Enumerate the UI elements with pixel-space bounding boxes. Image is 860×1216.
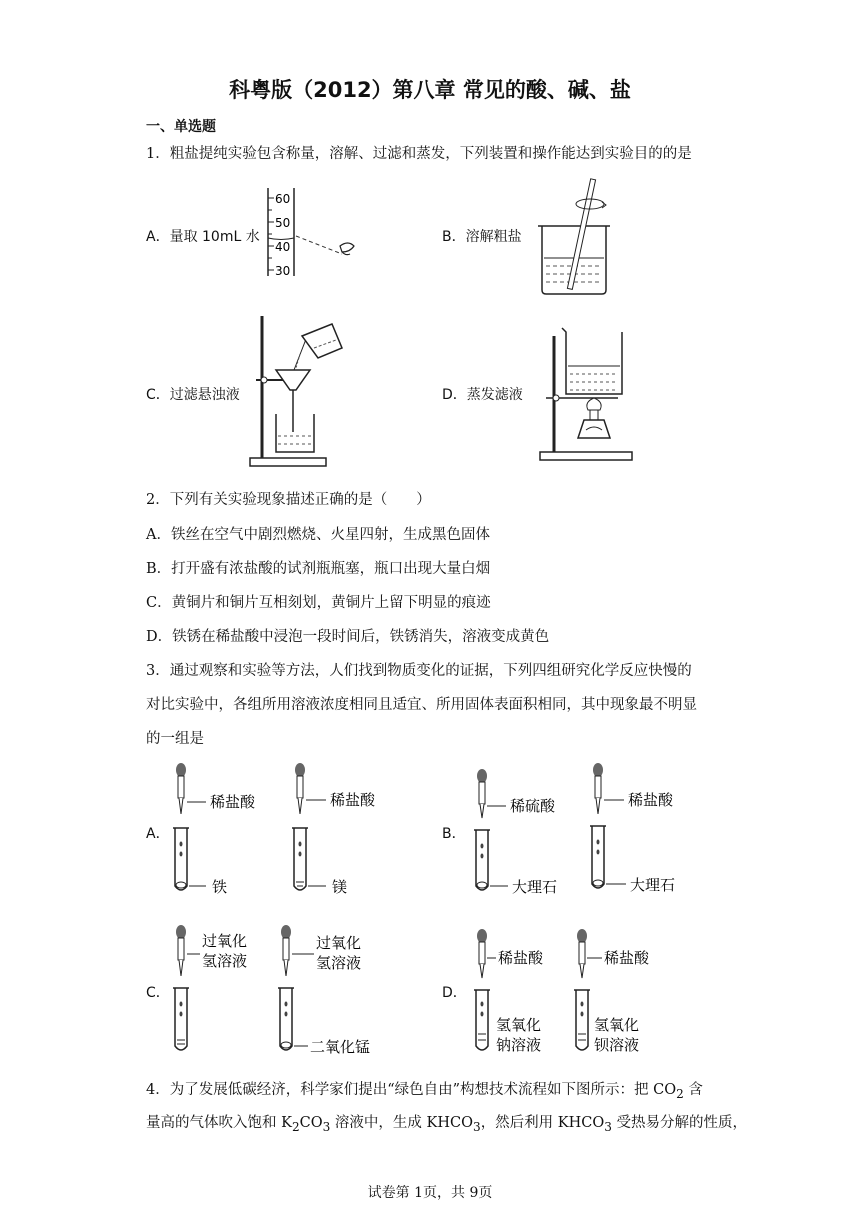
q1-stem: 1．粗盐提纯实验包含称量，溶解、过滤和蒸发，下列装置和操作能达到实验目的的是 (146, 146, 692, 162)
q3-group-a-figure (170, 762, 376, 898)
group-d-reagent-2: 稀盐酸 (604, 949, 650, 967)
cylinder-tick-50: 50 (275, 216, 291, 230)
group-d-solution-2b: 钡溶液 (594, 1036, 640, 1054)
page-footer: 试卷第 1页，共 9页 (367, 1185, 493, 1201)
cylinder-tick-40: 40 (275, 240, 291, 254)
cylinder-tick-30: 30 (275, 264, 291, 278)
group-d-solution-1a: 氢氧化 (496, 1016, 542, 1034)
q2-option-a: A．铁丝在空气中剧烈燃烧、火星四射，生成黑色固体 (146, 527, 490, 543)
q1-graduated-cylinder-figure (262, 186, 372, 278)
q1-beaker-stirring-figure (536, 176, 616, 296)
q2-option-c: C．黄铜片和铜片互相刻划，黄铜片上留下明显的痕迹 (146, 595, 491, 611)
q1-evaporation-figure (538, 326, 638, 462)
q1-option-a-label: A．量取 10mL 水 (146, 229, 260, 245)
q3-stem-line-3: 的一组是 (146, 731, 204, 747)
q1-option-b-label: B．溶解粗盐 (442, 229, 522, 245)
section-heading: 一、单选题 (146, 119, 216, 135)
group-a-reagent-1: 稀盐酸 (210, 793, 256, 811)
q4-line-1: 4．为了发展低碳经济，科学家们提出“绿色自由”构想技术流程如下图所示：把 $CO_2$ 含 (146, 1082, 703, 1101)
dropper-a1 (176, 763, 186, 814)
group-c-reagent-1b: 氢溶液 (202, 952, 248, 970)
q3-option-d-letter: D． (442, 985, 467, 1001)
q1-option-d-label: D．蒸发滤液 (442, 387, 523, 403)
q4-line-2: 量高的气体吹入饱和 $K_2CO_3$ 溶液中，生成 $KHCO_3$，然后利用 $KHCO_3$ 受热易分解的性质， (146, 1115, 748, 1134)
q2-option-b: B．打开盛有浓盐酸的试剂瓶瓶塞，瓶口出现大量白烟 (146, 561, 491, 577)
q1-option-c-label: C．过滤悬浊液 (146, 387, 240, 403)
group-a-solid-2: 镁 (332, 878, 348, 896)
q2-stem: 2．下列有关实验现象描述正确的是（ ） (146, 492, 431, 508)
cylinder-tick-60: 60 (275, 192, 291, 206)
q3-option-c-letter: C． (146, 985, 170, 1001)
group-d-reagent-1: 稀盐酸 (498, 949, 544, 967)
group-b-reagent-1: 稀硫酸 (510, 797, 556, 815)
group-c-reagent-2a: 过氧化 (316, 934, 362, 952)
q3-group-c-figure (170, 922, 390, 1058)
group-c-solid: 二氧化锰 (310, 1038, 371, 1056)
q3-stem-line-2: 对比实验中，各组所用溶液浓度相同且适宜、所用固体表面积相同，其中现象最不明显 (146, 697, 697, 713)
group-d-solution-2a: 氢氧化 (594, 1016, 640, 1034)
group-c-reagent-1a: 过氧化 (202, 932, 248, 950)
group-b-reagent-2: 稀盐酸 (628, 791, 674, 809)
q3-option-b-letter: B． (442, 826, 466, 842)
q2-option-d: D．铁锈在稀盐酸中浸泡一段时间后，铁锈消失，溶液变成黄色 (146, 629, 550, 645)
group-a-reagent-2: 稀盐酸 (330, 791, 376, 809)
q3-group-d-figure (470, 922, 670, 1058)
q3-group-b-figure (470, 762, 700, 898)
page-title: 科粤版（2012）第八章 常见的酸、碱、盐 (229, 78, 631, 102)
group-a-solid-1: 铁 (212, 878, 228, 896)
group-b-solid-2: 大理石 (630, 876, 676, 894)
group-b-solid-1: 大理石 (512, 878, 558, 896)
group-d-solution-1b: 钠溶液 (496, 1036, 542, 1054)
q3-option-a-letter: A． (146, 826, 170, 842)
q3-stem-line-1: 3．通过观察和实验等方法，人们找到物质变化的证据，下列四组研究化学反应快慢的 (146, 663, 692, 679)
q1-filtration-figure (248, 314, 348, 468)
dropper-a2 (295, 763, 305, 814)
group-c-reagent-2b: 氢溶液 (316, 954, 362, 972)
